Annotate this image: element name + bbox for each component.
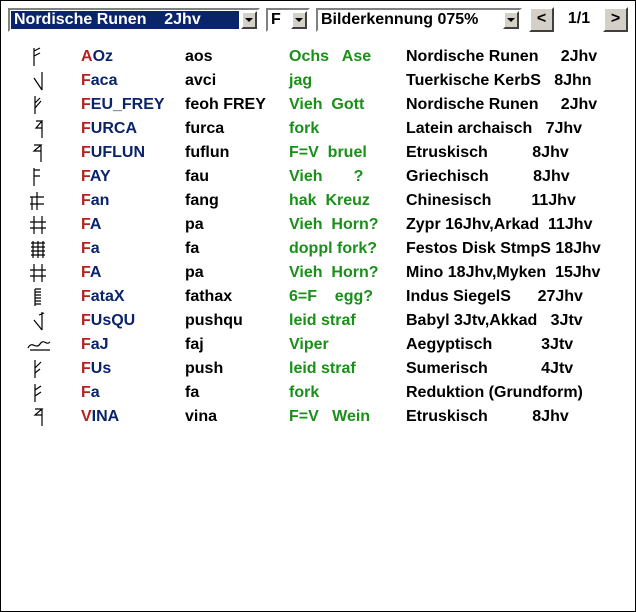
initial-letter: F <box>81 240 91 257</box>
etruscan-v-icon <box>22 406 58 428</box>
list-item[interactable] <box>0 117 636 141</box>
list-item[interactable] <box>0 333 636 357</box>
meaning: fork <box>289 120 320 137</box>
chinese-fang-icon <box>22 190 58 212</box>
meaning: leid straf <box>289 360 356 377</box>
transliteration: fang <box>185 192 219 209</box>
letter-code <box>81 360 111 378</box>
initial-letter: F <box>81 288 91 305</box>
greek-digamma-icon <box>22 166 58 188</box>
letter-select[interactable] <box>266 8 310 32</box>
transliteration: fuflun <box>185 144 230 161</box>
latin-archaic-f-icon <box>22 118 58 140</box>
rune-fehu-frey-icon <box>22 94 58 116</box>
indus-seal-icon <box>22 286 58 308</box>
transliteration: pa <box>185 264 204 281</box>
script-source: Sumerisch 4Jtv <box>406 360 574 377</box>
meaning: Vieh Gott <box>289 96 365 113</box>
list-item[interactable] <box>0 165 636 189</box>
meaning: F=V Wein <box>289 408 371 425</box>
transliteration: avci <box>185 72 217 89</box>
code-rest: a <box>90 384 100 401</box>
letter-code <box>81 168 111 186</box>
list-item[interactable] <box>0 261 636 285</box>
letter-select-value: F <box>271 11 281 28</box>
transliteration: fa <box>185 240 200 257</box>
meaning: Vieh Horn? <box>289 216 379 233</box>
letter-code <box>81 192 109 210</box>
letter-code <box>81 288 125 306</box>
code-rest: ataX <box>90 288 125 305</box>
code-rest: Us <box>90 360 112 377</box>
initial-letter: A <box>81 48 93 65</box>
meaning: Vieh Horn? <box>289 264 379 281</box>
code-rest: A <box>89 264 102 281</box>
transliteration: pushqu <box>185 312 243 329</box>
etruscan-f-icon <box>22 142 58 164</box>
source-select[interactable] <box>8 8 260 32</box>
list-item[interactable] <box>0 405 636 429</box>
script-source: Chinesisch 11Jhv <box>406 192 576 209</box>
script-source: Latein archaisch 7Jhv <box>406 120 583 137</box>
initial-letter: F <box>81 216 90 233</box>
minoan-pa-icon <box>22 262 58 284</box>
turkic-f-icon <box>22 70 58 92</box>
script-source: Festos Disk StmpS 18Jhv <box>406 240 601 257</box>
script-source: Reduktion (Grundform) <box>406 384 583 401</box>
transliteration: fau <box>185 168 209 185</box>
letter-code <box>81 336 109 354</box>
sumerian-pu-icon <box>22 358 58 380</box>
script-source: Indus SiegelS 27Jhv <box>406 288 583 305</box>
egyptian-viper-icon <box>22 334 58 356</box>
script-source: Mino 18Jhv,Myken 15Jhv <box>406 264 601 281</box>
script-source: Zypr 16Jhv,Arkad 11Jhv <box>406 216 593 233</box>
letter-code <box>81 240 100 258</box>
script-source: Babyl 3Jtv,Akkad 3Jtv <box>406 312 583 329</box>
list-item[interactable] <box>0 141 636 165</box>
code-rest: AY <box>89 168 111 185</box>
transliteration: pa <box>185 216 204 233</box>
meaning: F=V bruel <box>289 144 367 161</box>
list-item[interactable] <box>0 309 636 333</box>
list-item[interactable] <box>0 285 636 309</box>
transliteration: furca <box>185 120 225 137</box>
code-rest: aca <box>90 72 118 89</box>
phaistos-stamp-icon <box>22 238 58 260</box>
letter-code <box>81 120 137 138</box>
list-item[interactable] <box>0 357 636 381</box>
meaning: fork <box>289 384 320 401</box>
meaning: leid straf <box>289 312 356 329</box>
letter-code <box>81 48 113 66</box>
rune-fehu-icon <box>22 46 58 68</box>
reduced-f-icon <box>22 382 58 404</box>
script-source: Nordische Runen 2Jhv <box>406 48 598 65</box>
transliteration: push <box>185 360 224 377</box>
transliteration: fa <box>185 384 200 401</box>
letter-code <box>81 72 117 90</box>
meaning: hak Kreuz <box>289 192 370 209</box>
initial-letter: F <box>81 120 91 137</box>
initial-letter: F <box>81 336 91 353</box>
source-select-value: Nordische Runen 2Jhv <box>11 11 239 29</box>
code-rest: an <box>90 192 110 209</box>
meaning: Viper <box>289 336 329 353</box>
mode-select[interactable] <box>316 8 522 32</box>
code-rest: Oz <box>92 48 114 65</box>
script-source: Etruskisch 8Jhv <box>406 408 569 425</box>
initial-letter: F <box>81 168 90 185</box>
initial-letter: F <box>81 192 91 209</box>
initial-letter: F <box>81 96 91 113</box>
next-button[interactable]: > <box>603 7 628 32</box>
initial-letter: F <box>81 144 91 161</box>
script-source: Tuerkische KerbS 8Jhn <box>406 72 592 89</box>
letter-code <box>81 96 165 114</box>
letter-code <box>81 408 119 426</box>
script-source: Etruskisch 8Jhv <box>406 144 569 161</box>
letter-code <box>81 384 100 402</box>
list-item[interactable] <box>0 189 636 213</box>
chevron-down-icon[interactable] <box>503 11 519 29</box>
initial-letter: V <box>81 408 92 425</box>
transliteration: fathax <box>185 288 233 305</box>
transliteration: aos <box>185 48 213 65</box>
letter-code <box>81 264 101 282</box>
code-rest: A <box>89 216 102 233</box>
meaning: 6=F egg? <box>289 288 374 305</box>
code-rest: UFLUN <box>90 144 145 161</box>
letter-code <box>81 312 135 330</box>
page-indicator: 1/1 <box>567 10 591 27</box>
letter-code <box>81 144 145 162</box>
transliteration: feoh FREY <box>185 96 266 113</box>
code-rest: a <box>90 240 100 257</box>
prev-button[interactable]: < <box>529 7 554 32</box>
list-item[interactable] <box>0 237 636 261</box>
script-source: Nordische Runen 2Jhv <box>406 96 598 113</box>
cypriot-pa-icon <box>22 214 58 236</box>
code-rest: EU_FREY <box>90 96 165 113</box>
list-item[interactable] <box>0 213 636 237</box>
meaning: Ochs Ase <box>289 48 372 65</box>
script-source: Griechisch 8Jhv <box>406 168 570 185</box>
list-item[interactable] <box>0 381 636 405</box>
initial-letter: F <box>81 72 91 89</box>
code-rest: aJ <box>90 336 109 353</box>
list-item[interactable] <box>0 69 636 93</box>
initial-letter: F <box>81 264 90 281</box>
list-item[interactable] <box>0 45 636 69</box>
toolbar <box>0 0 636 40</box>
code-rest: UsQU <box>90 312 136 329</box>
code-rest: URCA <box>90 120 137 137</box>
initial-letter: F <box>81 312 91 329</box>
meaning: jag <box>289 72 313 89</box>
meaning: doppl fork? <box>289 240 377 257</box>
mode-select-value: Bilderkennung 075% <box>321 11 479 28</box>
letter-code <box>81 216 101 234</box>
initial-letter: F <box>81 360 91 377</box>
chevron-down-icon[interactable] <box>291 11 307 29</box>
transliteration: faj <box>185 336 204 353</box>
code-rest: INA <box>91 408 120 425</box>
babylonian-pu-icon <box>22 310 58 332</box>
transliteration: vina <box>185 408 218 425</box>
meaning: Vieh ? <box>289 168 364 185</box>
script-source: Aegyptisch 3Jtv <box>406 336 574 353</box>
list-item[interactable] <box>0 93 636 117</box>
initial-letter: F <box>81 384 91 401</box>
chevron-down-icon[interactable] <box>241 11 257 29</box>
